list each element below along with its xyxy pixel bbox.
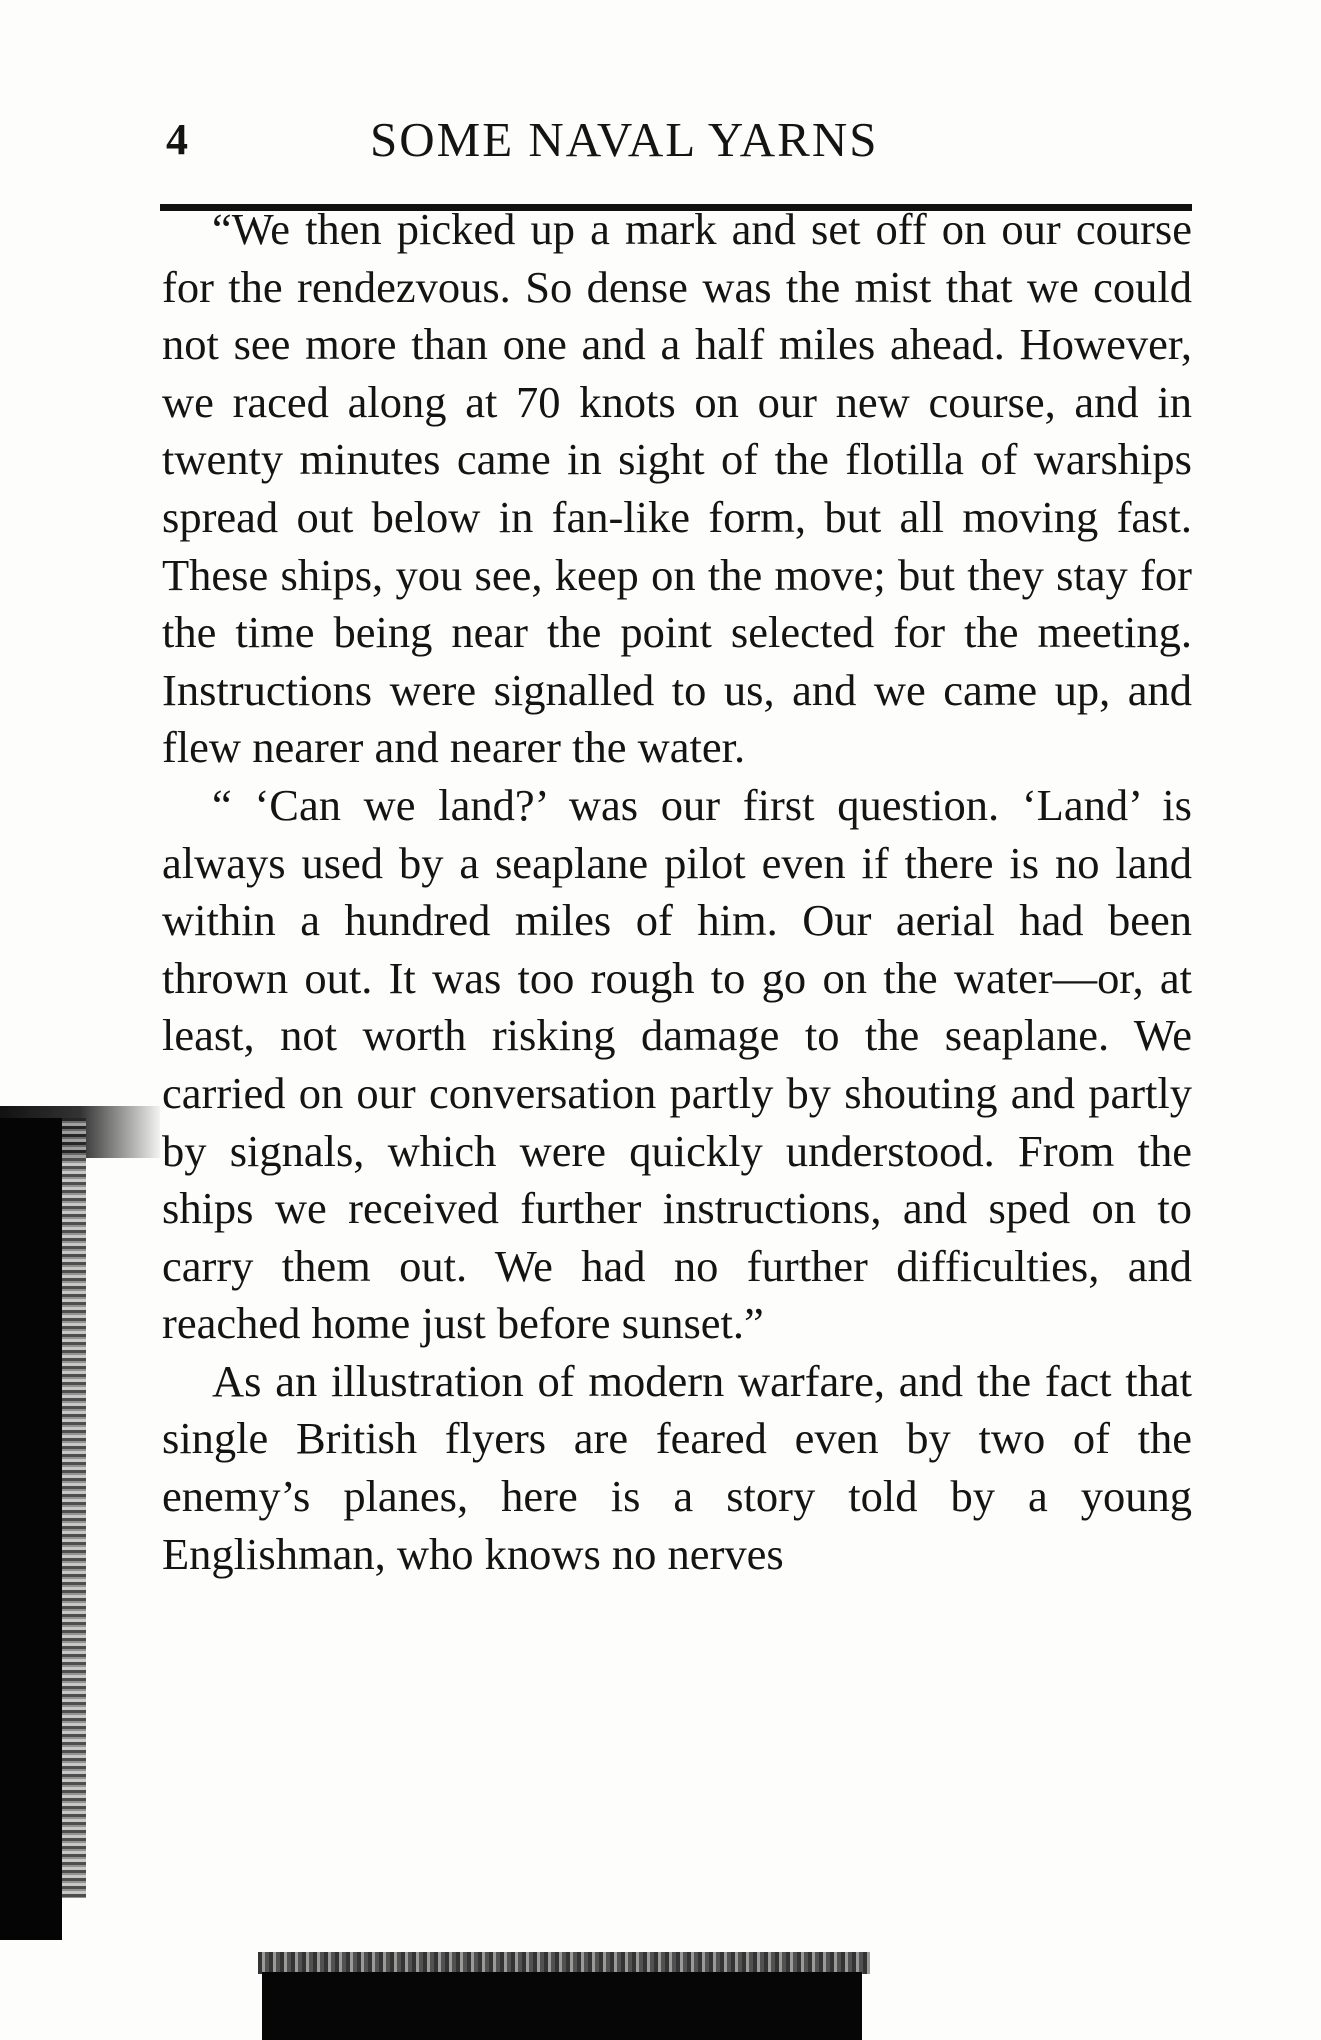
page-header — [160, 108, 1192, 172]
scan-shadow-left — [0, 1118, 62, 1940]
scan-noise-bottom — [258, 1952, 870, 1974]
paragraph-2: “ ‘Can we land?’ was our first question. ‘Land’ is always used by a seaplane pilot even if there is no land within a hundred miles of him. Our aerial had been thrown out. It was too rough to go on the water—or, at least, not worth risking damage to the seaplane. We carried on our conversation partly by shouting and partly by signals, which were quickly understood. From the ships we received further instructions, and sped on to carry them out. We had no further difficulties, and reached home just before sunset.” — [162, 779, 1192, 1349]
paragraph-1: “We then picked up a mark and set off on our course for the rendezvous. So dense was the mist that we could not see more than one and a half miles ahead. However, we raced along at 70 knots on our new course, and in twenty minutes came in sight of the flotilla of warships spread out below in fan-like form, but all moving fast. These ships, you see, keep on the move; but they stay for the time being near the point selected for the meeting. Instructions were signalled to us, and we came up, and flew nearer and nearer the water. — [162, 204, 1192, 773]
scan-noise-left — [62, 1118, 86, 1898]
running-title: SOME NAVAL YARNS — [370, 112, 879, 167]
page-number: 4 — [166, 115, 188, 164]
text-body — [162, 201, 1192, 1583]
scan-shadow-bottom — [262, 1972, 862, 2040]
paragraph-3: As an illustration of modern warfare, and the fact that single British flyers are feared even by two of the enemy’s planes, here is a story told by a young Englishman, who knows no nerves — [162, 1355, 1192, 1579]
